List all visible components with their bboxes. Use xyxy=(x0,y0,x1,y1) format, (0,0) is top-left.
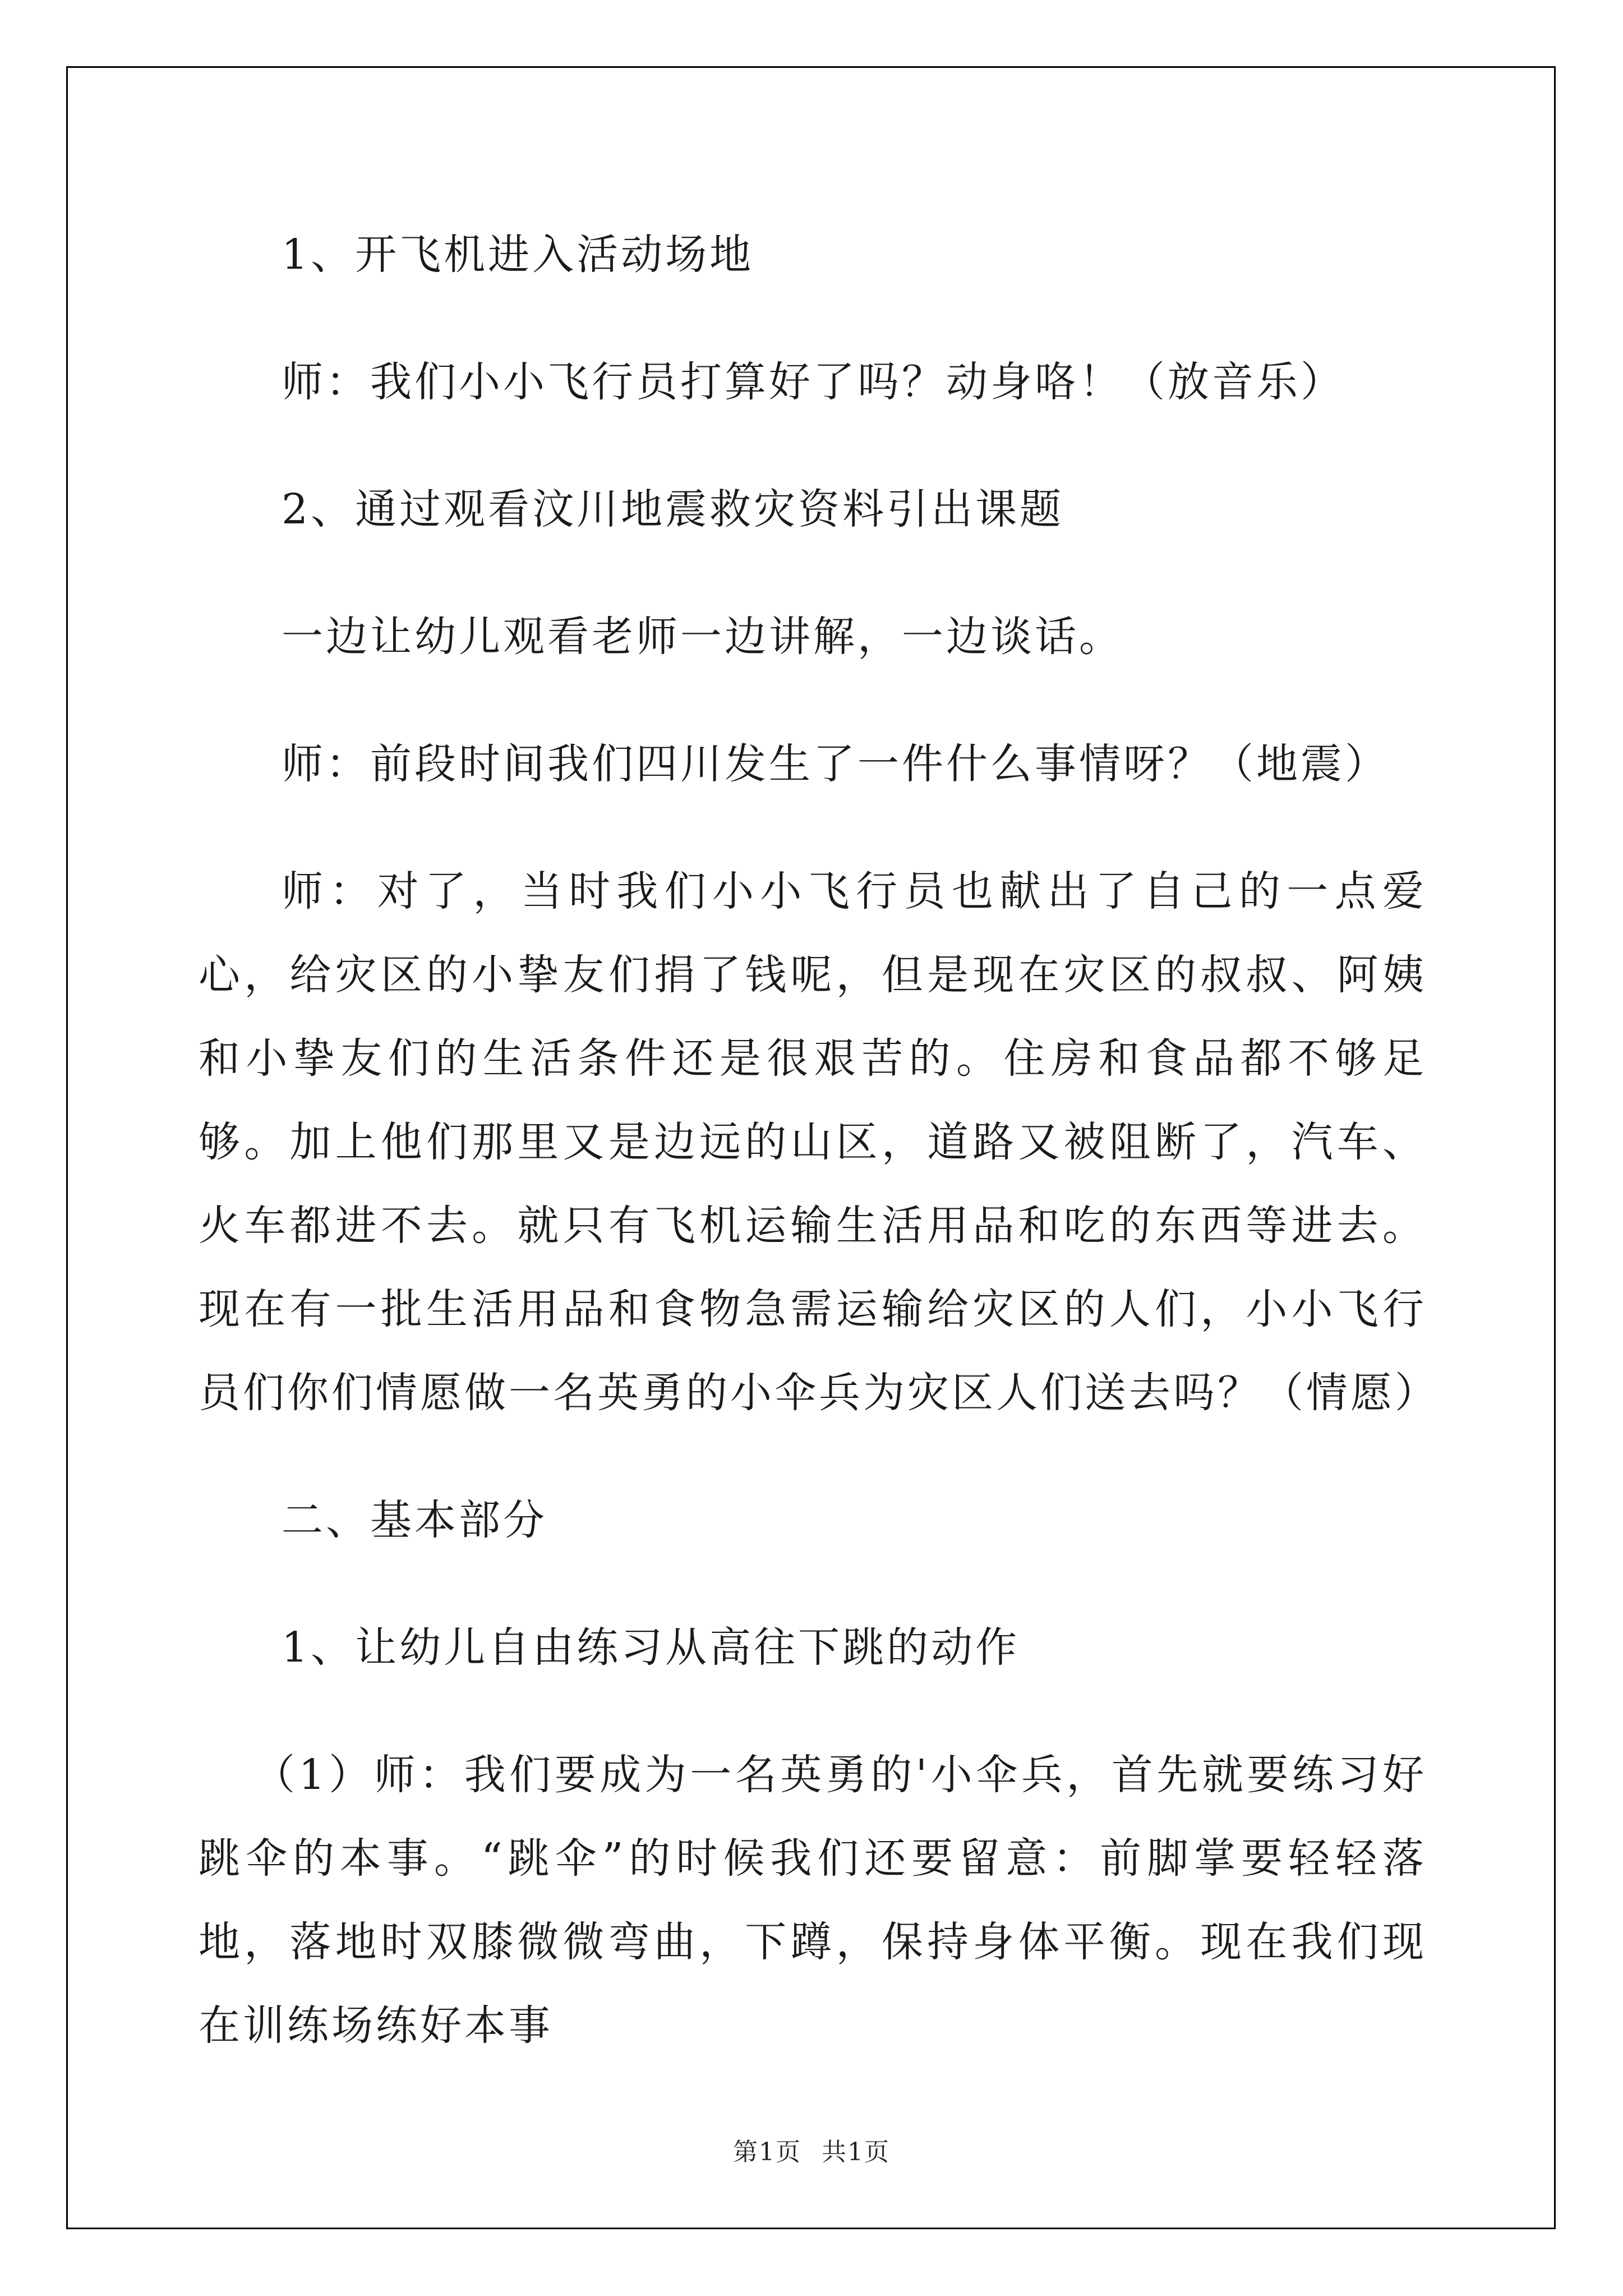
paragraph-9: （1）师：我们要成为一名英勇的'小伞兵，首先就要练习好跳伞的本事。“跳伞”的时候我们还要留意：前脚掌要轻轻落地，落地时双膝微微弯曲，下蹲，保持身体平衡。现在我们现在训练场练好本事 xyxy=(199,1751,1427,2050)
paragraph-8: 1、让幼儿自由练习从高往下跳的动作 xyxy=(282,1623,1020,1672)
page-total: 共1页 xyxy=(822,2138,890,2166)
paragraph-2: 师：我们小小飞行员打算好了吗？动身咯！（放音乐） xyxy=(282,358,1345,406)
paragraph-1: 1、开飞机进入活动场地 xyxy=(282,231,754,279)
paragraph-3: 2、通过观看汶川地震救灾资料引出课题 xyxy=(282,485,1064,533)
page-footer xyxy=(0,2132,1623,2168)
section-heading: 二、基本部分 xyxy=(282,1496,547,1544)
paragraph-4: 一边让幼儿观看老师一边讲解，一边谈话。 xyxy=(282,613,1123,661)
page-number: 第1页 xyxy=(733,2138,801,2166)
paragraph-5: 师：前段时间我们四川发生了一件什么事情呀？（地震） xyxy=(282,740,1389,788)
document-body xyxy=(199,213,1439,2111)
paragraph-6: 师：对了，当时我们小小飞行员也献出了自己的一点爱心，给灾区的小挚友们捐了钱呢，但是现在灾区的叔叔、阿姨和小挚友们的生活条件还是很艰苦的。住房和食品都不够足够。加上他们那里又是边远的山区，道路又被阻断了，汽车、火车都进不去。就只有飞机运输生活用品和吃的东西等进去。现在有一批生活用品和食物急需运输给灾区的人们，小小飞行员们你们情愿做一名英勇的小伞兵为灾区人们送去吗？（情愿） xyxy=(199,867,1439,1417)
